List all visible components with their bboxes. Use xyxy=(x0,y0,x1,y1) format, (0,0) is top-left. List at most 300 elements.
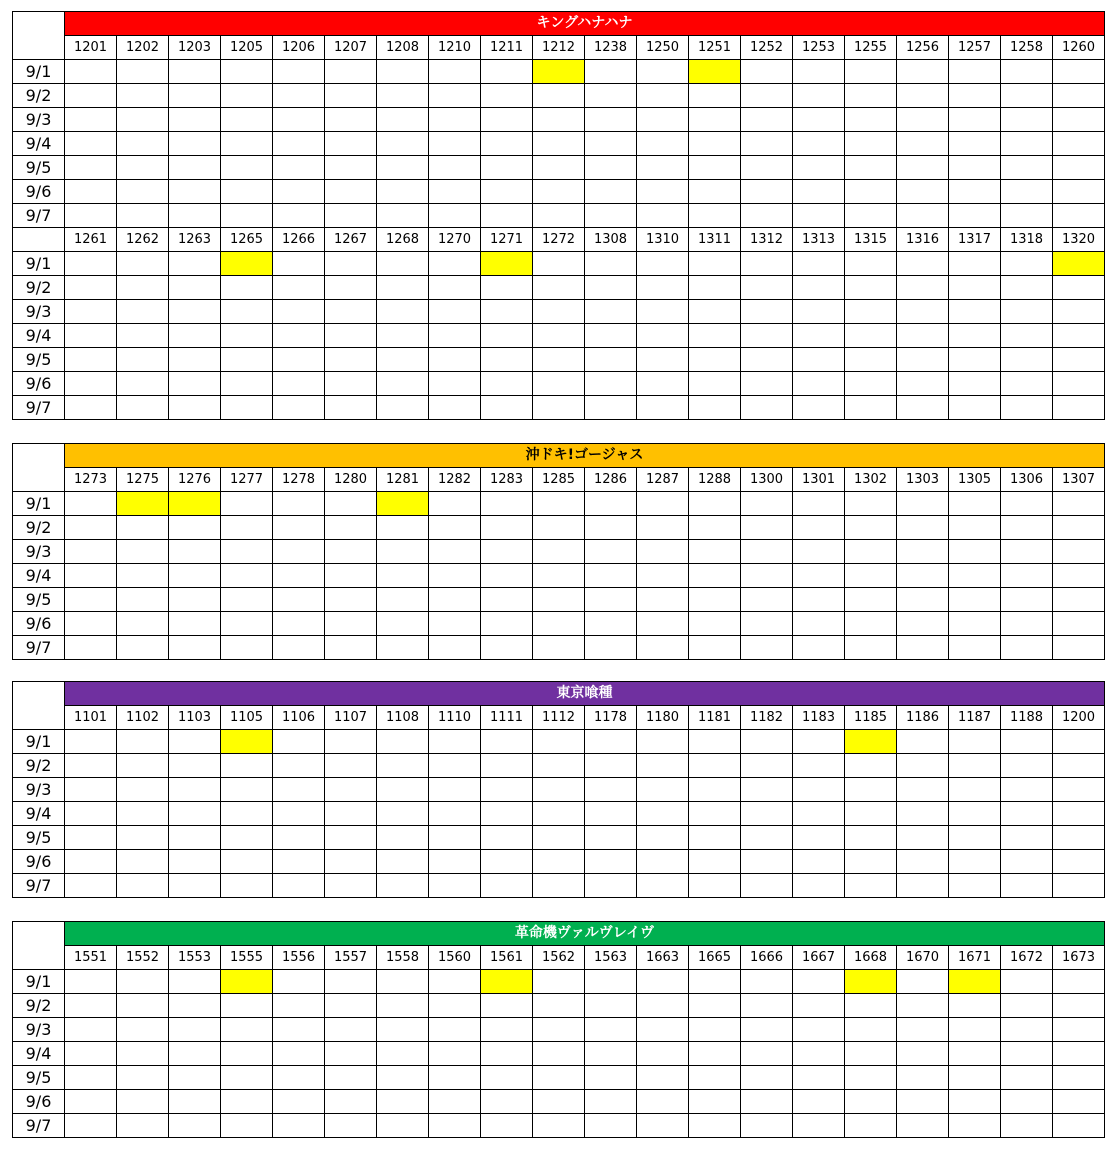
data-cell[interactable] xyxy=(117,300,169,324)
data-cell[interactable] xyxy=(949,108,1001,132)
data-cell[interactable] xyxy=(169,778,221,802)
data-cell[interactable] xyxy=(845,540,897,564)
data-cell[interactable] xyxy=(429,180,481,204)
data-cell[interactable] xyxy=(117,84,169,108)
data-cell[interactable] xyxy=(273,1114,325,1138)
data-cell[interactable] xyxy=(221,516,273,540)
data-cell[interactable] xyxy=(273,730,325,754)
data-cell[interactable] xyxy=(117,778,169,802)
data-cell[interactable] xyxy=(325,180,377,204)
data-cell[interactable] xyxy=(897,492,949,516)
data-cell[interactable] xyxy=(741,396,793,420)
data-cell[interactable] xyxy=(221,204,273,228)
data-cell[interactable] xyxy=(273,84,325,108)
data-cell[interactable] xyxy=(117,826,169,850)
data-cell[interactable] xyxy=(377,1090,429,1114)
data-cell[interactable] xyxy=(377,516,429,540)
data-cell[interactable] xyxy=(221,276,273,300)
data-cell[interactable] xyxy=(169,802,221,826)
data-cell[interactable] xyxy=(481,994,533,1018)
data-cell[interactable] xyxy=(1053,516,1105,540)
data-cell[interactable] xyxy=(429,492,481,516)
data-cell[interactable] xyxy=(637,802,689,826)
data-cell[interactable] xyxy=(897,564,949,588)
data-cell[interactable] xyxy=(1053,396,1105,420)
data-cell[interactable] xyxy=(845,132,897,156)
data-cell[interactable] xyxy=(585,1042,637,1066)
data-cell[interactable] xyxy=(65,204,117,228)
data-cell[interactable] xyxy=(65,252,117,276)
highlighted-cell[interactable] xyxy=(689,60,741,84)
data-cell[interactable] xyxy=(169,1066,221,1090)
data-cell[interactable] xyxy=(1053,132,1105,156)
data-cell[interactable] xyxy=(481,636,533,660)
data-cell[interactable] xyxy=(741,1066,793,1090)
data-cell[interactable] xyxy=(897,516,949,540)
data-cell[interactable] xyxy=(1001,516,1053,540)
data-cell[interactable] xyxy=(481,300,533,324)
data-cell[interactable] xyxy=(429,396,481,420)
data-cell[interactable] xyxy=(741,826,793,850)
data-cell[interactable] xyxy=(689,970,741,994)
data-cell[interactable] xyxy=(585,970,637,994)
data-cell[interactable] xyxy=(741,108,793,132)
data-cell[interactable] xyxy=(741,636,793,660)
data-cell[interactable] xyxy=(585,636,637,660)
data-cell[interactable] xyxy=(273,564,325,588)
data-cell[interactable] xyxy=(169,108,221,132)
data-cell[interactable] xyxy=(325,516,377,540)
highlighted-cell[interactable] xyxy=(169,492,221,516)
data-cell[interactable] xyxy=(273,324,325,348)
data-cell[interactable] xyxy=(897,1042,949,1066)
data-cell[interactable] xyxy=(481,516,533,540)
data-cell[interactable] xyxy=(689,84,741,108)
data-cell[interactable] xyxy=(377,372,429,396)
data-cell[interactable] xyxy=(325,564,377,588)
data-cell[interactable] xyxy=(481,540,533,564)
data-cell[interactable] xyxy=(481,778,533,802)
data-cell[interactable] xyxy=(429,300,481,324)
data-cell[interactable] xyxy=(949,1066,1001,1090)
data-cell[interactable] xyxy=(117,324,169,348)
data-cell[interactable] xyxy=(689,826,741,850)
data-cell[interactable] xyxy=(221,778,273,802)
data-cell[interactable] xyxy=(1053,802,1105,826)
data-cell[interactable] xyxy=(221,84,273,108)
data-cell[interactable] xyxy=(273,276,325,300)
data-cell[interactable] xyxy=(325,372,377,396)
data-cell[interactable] xyxy=(741,754,793,778)
data-cell[interactable] xyxy=(637,730,689,754)
data-cell[interactable] xyxy=(897,324,949,348)
data-cell[interactable] xyxy=(273,874,325,898)
data-cell[interactable] xyxy=(1053,180,1105,204)
data-cell[interactable] xyxy=(637,324,689,348)
data-cell[interactable] xyxy=(1001,252,1053,276)
data-cell[interactable] xyxy=(429,612,481,636)
data-cell[interactable] xyxy=(897,970,949,994)
data-cell[interactable] xyxy=(481,204,533,228)
data-cell[interactable] xyxy=(1053,588,1105,612)
data-cell[interactable] xyxy=(793,132,845,156)
data-cell[interactable] xyxy=(65,1066,117,1090)
data-cell[interactable] xyxy=(65,1114,117,1138)
data-cell[interactable] xyxy=(533,826,585,850)
data-cell[interactable] xyxy=(637,276,689,300)
data-cell[interactable] xyxy=(117,108,169,132)
data-cell[interactable] xyxy=(429,156,481,180)
data-cell[interactable] xyxy=(637,754,689,778)
data-cell[interactable] xyxy=(221,156,273,180)
data-cell[interactable] xyxy=(845,156,897,180)
data-cell[interactable] xyxy=(793,1114,845,1138)
data-cell[interactable] xyxy=(1001,850,1053,874)
data-cell[interactable] xyxy=(949,1018,1001,1042)
data-cell[interactable] xyxy=(741,1114,793,1138)
data-cell[interactable] xyxy=(273,180,325,204)
data-cell[interactable] xyxy=(897,84,949,108)
data-cell[interactable] xyxy=(637,516,689,540)
data-cell[interactable] xyxy=(897,108,949,132)
data-cell[interactable] xyxy=(117,540,169,564)
data-cell[interactable] xyxy=(793,994,845,1018)
data-cell[interactable] xyxy=(1053,1018,1105,1042)
data-cell[interactable] xyxy=(1001,540,1053,564)
data-cell[interactable] xyxy=(117,802,169,826)
data-cell[interactable] xyxy=(637,60,689,84)
data-cell[interactable] xyxy=(585,1090,637,1114)
data-cell[interactable] xyxy=(689,252,741,276)
data-cell[interactable] xyxy=(1053,754,1105,778)
data-cell[interactable] xyxy=(481,180,533,204)
data-cell[interactable] xyxy=(1053,564,1105,588)
data-cell[interactable] xyxy=(273,132,325,156)
data-cell[interactable] xyxy=(117,874,169,898)
data-cell[interactable] xyxy=(325,874,377,898)
highlighted-cell[interactable] xyxy=(117,492,169,516)
data-cell[interactable] xyxy=(481,396,533,420)
data-cell[interactable] xyxy=(377,970,429,994)
data-cell[interactable] xyxy=(117,994,169,1018)
data-cell[interactable] xyxy=(533,730,585,754)
data-cell[interactable] xyxy=(741,612,793,636)
data-cell[interactable] xyxy=(429,84,481,108)
data-cell[interactable] xyxy=(637,204,689,228)
data-cell[interactable] xyxy=(793,372,845,396)
data-cell[interactable] xyxy=(65,348,117,372)
data-cell[interactable] xyxy=(689,588,741,612)
data-cell[interactable] xyxy=(429,324,481,348)
data-cell[interactable] xyxy=(793,396,845,420)
data-cell[interactable] xyxy=(689,276,741,300)
data-cell[interactable] xyxy=(65,850,117,874)
data-cell[interactable] xyxy=(429,348,481,372)
data-cell[interactable] xyxy=(897,730,949,754)
data-cell[interactable] xyxy=(689,396,741,420)
data-cell[interactable] xyxy=(273,492,325,516)
data-cell[interactable] xyxy=(429,1090,481,1114)
data-cell[interactable] xyxy=(1053,276,1105,300)
data-cell[interactable] xyxy=(533,132,585,156)
data-cell[interactable] xyxy=(533,492,585,516)
data-cell[interactable] xyxy=(793,300,845,324)
data-cell[interactable] xyxy=(65,730,117,754)
data-cell[interactable] xyxy=(325,826,377,850)
data-cell[interactable] xyxy=(1001,874,1053,898)
data-cell[interactable] xyxy=(793,1066,845,1090)
data-cell[interactable] xyxy=(793,204,845,228)
data-cell[interactable] xyxy=(793,802,845,826)
data-cell[interactable] xyxy=(481,802,533,826)
data-cell[interactable] xyxy=(689,874,741,898)
data-cell[interactable] xyxy=(273,300,325,324)
data-cell[interactable] xyxy=(585,300,637,324)
data-cell[interactable] xyxy=(377,850,429,874)
data-cell[interactable] xyxy=(273,1090,325,1114)
data-cell[interactable] xyxy=(273,994,325,1018)
data-cell[interactable] xyxy=(117,588,169,612)
data-cell[interactable] xyxy=(533,754,585,778)
data-cell[interactable] xyxy=(741,300,793,324)
data-cell[interactable] xyxy=(65,516,117,540)
data-cell[interactable] xyxy=(273,754,325,778)
data-cell[interactable] xyxy=(949,252,1001,276)
data-cell[interactable] xyxy=(429,754,481,778)
data-cell[interactable] xyxy=(793,754,845,778)
data-cell[interactable] xyxy=(741,588,793,612)
data-cell[interactable] xyxy=(689,540,741,564)
data-cell[interactable] xyxy=(169,276,221,300)
data-cell[interactable] xyxy=(533,204,585,228)
data-cell[interactable] xyxy=(793,636,845,660)
data-cell[interactable] xyxy=(117,180,169,204)
data-cell[interactable] xyxy=(169,180,221,204)
data-cell[interactable] xyxy=(897,132,949,156)
data-cell[interactable] xyxy=(325,730,377,754)
data-cell[interactable] xyxy=(845,612,897,636)
data-cell[interactable] xyxy=(585,156,637,180)
data-cell[interactable] xyxy=(221,108,273,132)
data-cell[interactable] xyxy=(845,180,897,204)
data-cell[interactable] xyxy=(221,850,273,874)
data-cell[interactable] xyxy=(1001,84,1053,108)
data-cell[interactable] xyxy=(325,132,377,156)
data-cell[interactable] xyxy=(1001,802,1053,826)
data-cell[interactable] xyxy=(429,60,481,84)
data-cell[interactable] xyxy=(429,636,481,660)
data-cell[interactable] xyxy=(845,204,897,228)
data-cell[interactable] xyxy=(273,396,325,420)
data-cell[interactable] xyxy=(481,612,533,636)
data-cell[interactable] xyxy=(949,730,1001,754)
data-cell[interactable] xyxy=(689,324,741,348)
data-cell[interactable] xyxy=(221,132,273,156)
data-cell[interactable] xyxy=(221,874,273,898)
data-cell[interactable] xyxy=(897,850,949,874)
data-cell[interactable] xyxy=(65,612,117,636)
data-cell[interactable] xyxy=(377,564,429,588)
data-cell[interactable] xyxy=(1053,970,1105,994)
data-cell[interactable] xyxy=(221,60,273,84)
data-cell[interactable] xyxy=(1001,396,1053,420)
data-cell[interactable] xyxy=(325,970,377,994)
data-cell[interactable] xyxy=(689,754,741,778)
highlighted-cell[interactable] xyxy=(1053,252,1105,276)
data-cell[interactable] xyxy=(689,994,741,1018)
data-cell[interactable] xyxy=(377,1114,429,1138)
data-cell[interactable] xyxy=(585,612,637,636)
data-cell[interactable] xyxy=(169,826,221,850)
data-cell[interactable] xyxy=(741,252,793,276)
data-cell[interactable] xyxy=(377,1018,429,1042)
data-cell[interactable] xyxy=(533,1090,585,1114)
data-cell[interactable] xyxy=(949,348,1001,372)
data-cell[interactable] xyxy=(65,970,117,994)
data-cell[interactable] xyxy=(481,826,533,850)
data-cell[interactable] xyxy=(1053,778,1105,802)
data-cell[interactable] xyxy=(897,540,949,564)
data-cell[interactable] xyxy=(533,372,585,396)
data-cell[interactable] xyxy=(637,850,689,874)
data-cell[interactable] xyxy=(793,850,845,874)
data-cell[interactable] xyxy=(273,540,325,564)
data-cell[interactable] xyxy=(585,564,637,588)
data-cell[interactable] xyxy=(325,204,377,228)
data-cell[interactable] xyxy=(169,754,221,778)
data-cell[interactable] xyxy=(533,348,585,372)
data-cell[interactable] xyxy=(585,132,637,156)
data-cell[interactable] xyxy=(65,108,117,132)
data-cell[interactable] xyxy=(949,636,1001,660)
data-cell[interactable] xyxy=(117,1018,169,1042)
highlighted-cell[interactable] xyxy=(533,60,585,84)
data-cell[interactable] xyxy=(897,874,949,898)
data-cell[interactable] xyxy=(169,252,221,276)
data-cell[interactable] xyxy=(481,156,533,180)
data-cell[interactable] xyxy=(481,1066,533,1090)
data-cell[interactable] xyxy=(481,132,533,156)
data-cell[interactable] xyxy=(377,1066,429,1090)
data-cell[interactable] xyxy=(741,60,793,84)
data-cell[interactable] xyxy=(65,1042,117,1066)
data-cell[interactable] xyxy=(533,1066,585,1090)
data-cell[interactable] xyxy=(1001,180,1053,204)
data-cell[interactable] xyxy=(741,540,793,564)
data-cell[interactable] xyxy=(1053,612,1105,636)
data-cell[interactable] xyxy=(117,636,169,660)
data-cell[interactable] xyxy=(949,754,1001,778)
data-cell[interactable] xyxy=(377,802,429,826)
data-cell[interactable] xyxy=(897,156,949,180)
data-cell[interactable] xyxy=(169,60,221,84)
data-cell[interactable] xyxy=(793,874,845,898)
data-cell[interactable] xyxy=(533,300,585,324)
data-cell[interactable] xyxy=(65,588,117,612)
data-cell[interactable] xyxy=(533,1042,585,1066)
data-cell[interactable] xyxy=(273,108,325,132)
data-cell[interactable] xyxy=(533,970,585,994)
data-cell[interactable] xyxy=(949,372,1001,396)
data-cell[interactable] xyxy=(169,372,221,396)
data-cell[interactable] xyxy=(169,348,221,372)
data-cell[interactable] xyxy=(897,778,949,802)
data-cell[interactable] xyxy=(273,252,325,276)
data-cell[interactable] xyxy=(845,492,897,516)
highlighted-cell[interactable] xyxy=(481,970,533,994)
data-cell[interactable] xyxy=(533,156,585,180)
data-cell[interactable] xyxy=(533,588,585,612)
data-cell[interactable] xyxy=(377,636,429,660)
data-cell[interactable] xyxy=(65,874,117,898)
data-cell[interactable] xyxy=(689,612,741,636)
data-cell[interactable] xyxy=(741,348,793,372)
data-cell[interactable] xyxy=(325,60,377,84)
data-cell[interactable] xyxy=(1053,108,1105,132)
data-cell[interactable] xyxy=(949,300,1001,324)
data-cell[interactable] xyxy=(221,180,273,204)
data-cell[interactable] xyxy=(481,372,533,396)
data-cell[interactable] xyxy=(585,588,637,612)
data-cell[interactable] xyxy=(169,156,221,180)
data-cell[interactable] xyxy=(169,564,221,588)
data-cell[interactable] xyxy=(325,84,377,108)
data-cell[interactable] xyxy=(793,1042,845,1066)
data-cell[interactable] xyxy=(221,994,273,1018)
data-cell[interactable] xyxy=(221,492,273,516)
data-cell[interactable] xyxy=(117,372,169,396)
data-cell[interactable] xyxy=(741,372,793,396)
data-cell[interactable] xyxy=(65,372,117,396)
data-cell[interactable] xyxy=(481,754,533,778)
data-cell[interactable] xyxy=(689,1066,741,1090)
data-cell[interactable] xyxy=(169,1114,221,1138)
data-cell[interactable] xyxy=(221,588,273,612)
data-cell[interactable] xyxy=(169,636,221,660)
data-cell[interactable] xyxy=(1001,826,1053,850)
data-cell[interactable] xyxy=(169,1090,221,1114)
data-cell[interactable] xyxy=(897,60,949,84)
data-cell[interactable] xyxy=(481,324,533,348)
data-cell[interactable] xyxy=(845,850,897,874)
data-cell[interactable] xyxy=(897,180,949,204)
data-cell[interactable] xyxy=(117,564,169,588)
data-cell[interactable] xyxy=(65,60,117,84)
data-cell[interactable] xyxy=(741,516,793,540)
data-cell[interactable] xyxy=(689,132,741,156)
data-cell[interactable] xyxy=(377,826,429,850)
data-cell[interactable] xyxy=(1001,754,1053,778)
data-cell[interactable] xyxy=(429,1066,481,1090)
data-cell[interactable] xyxy=(845,564,897,588)
data-cell[interactable] xyxy=(481,84,533,108)
data-cell[interactable] xyxy=(65,754,117,778)
data-cell[interactable] xyxy=(637,970,689,994)
data-cell[interactable] xyxy=(793,348,845,372)
data-cell[interactable] xyxy=(533,324,585,348)
data-cell[interactable] xyxy=(169,588,221,612)
data-cell[interactable] xyxy=(273,204,325,228)
data-cell[interactable] xyxy=(1053,60,1105,84)
data-cell[interactable] xyxy=(637,396,689,420)
highlighted-cell[interactable] xyxy=(481,252,533,276)
highlighted-cell[interactable] xyxy=(377,492,429,516)
data-cell[interactable] xyxy=(845,324,897,348)
data-cell[interactable] xyxy=(949,588,1001,612)
data-cell[interactable] xyxy=(585,204,637,228)
data-cell[interactable] xyxy=(949,994,1001,1018)
data-cell[interactable] xyxy=(273,60,325,84)
